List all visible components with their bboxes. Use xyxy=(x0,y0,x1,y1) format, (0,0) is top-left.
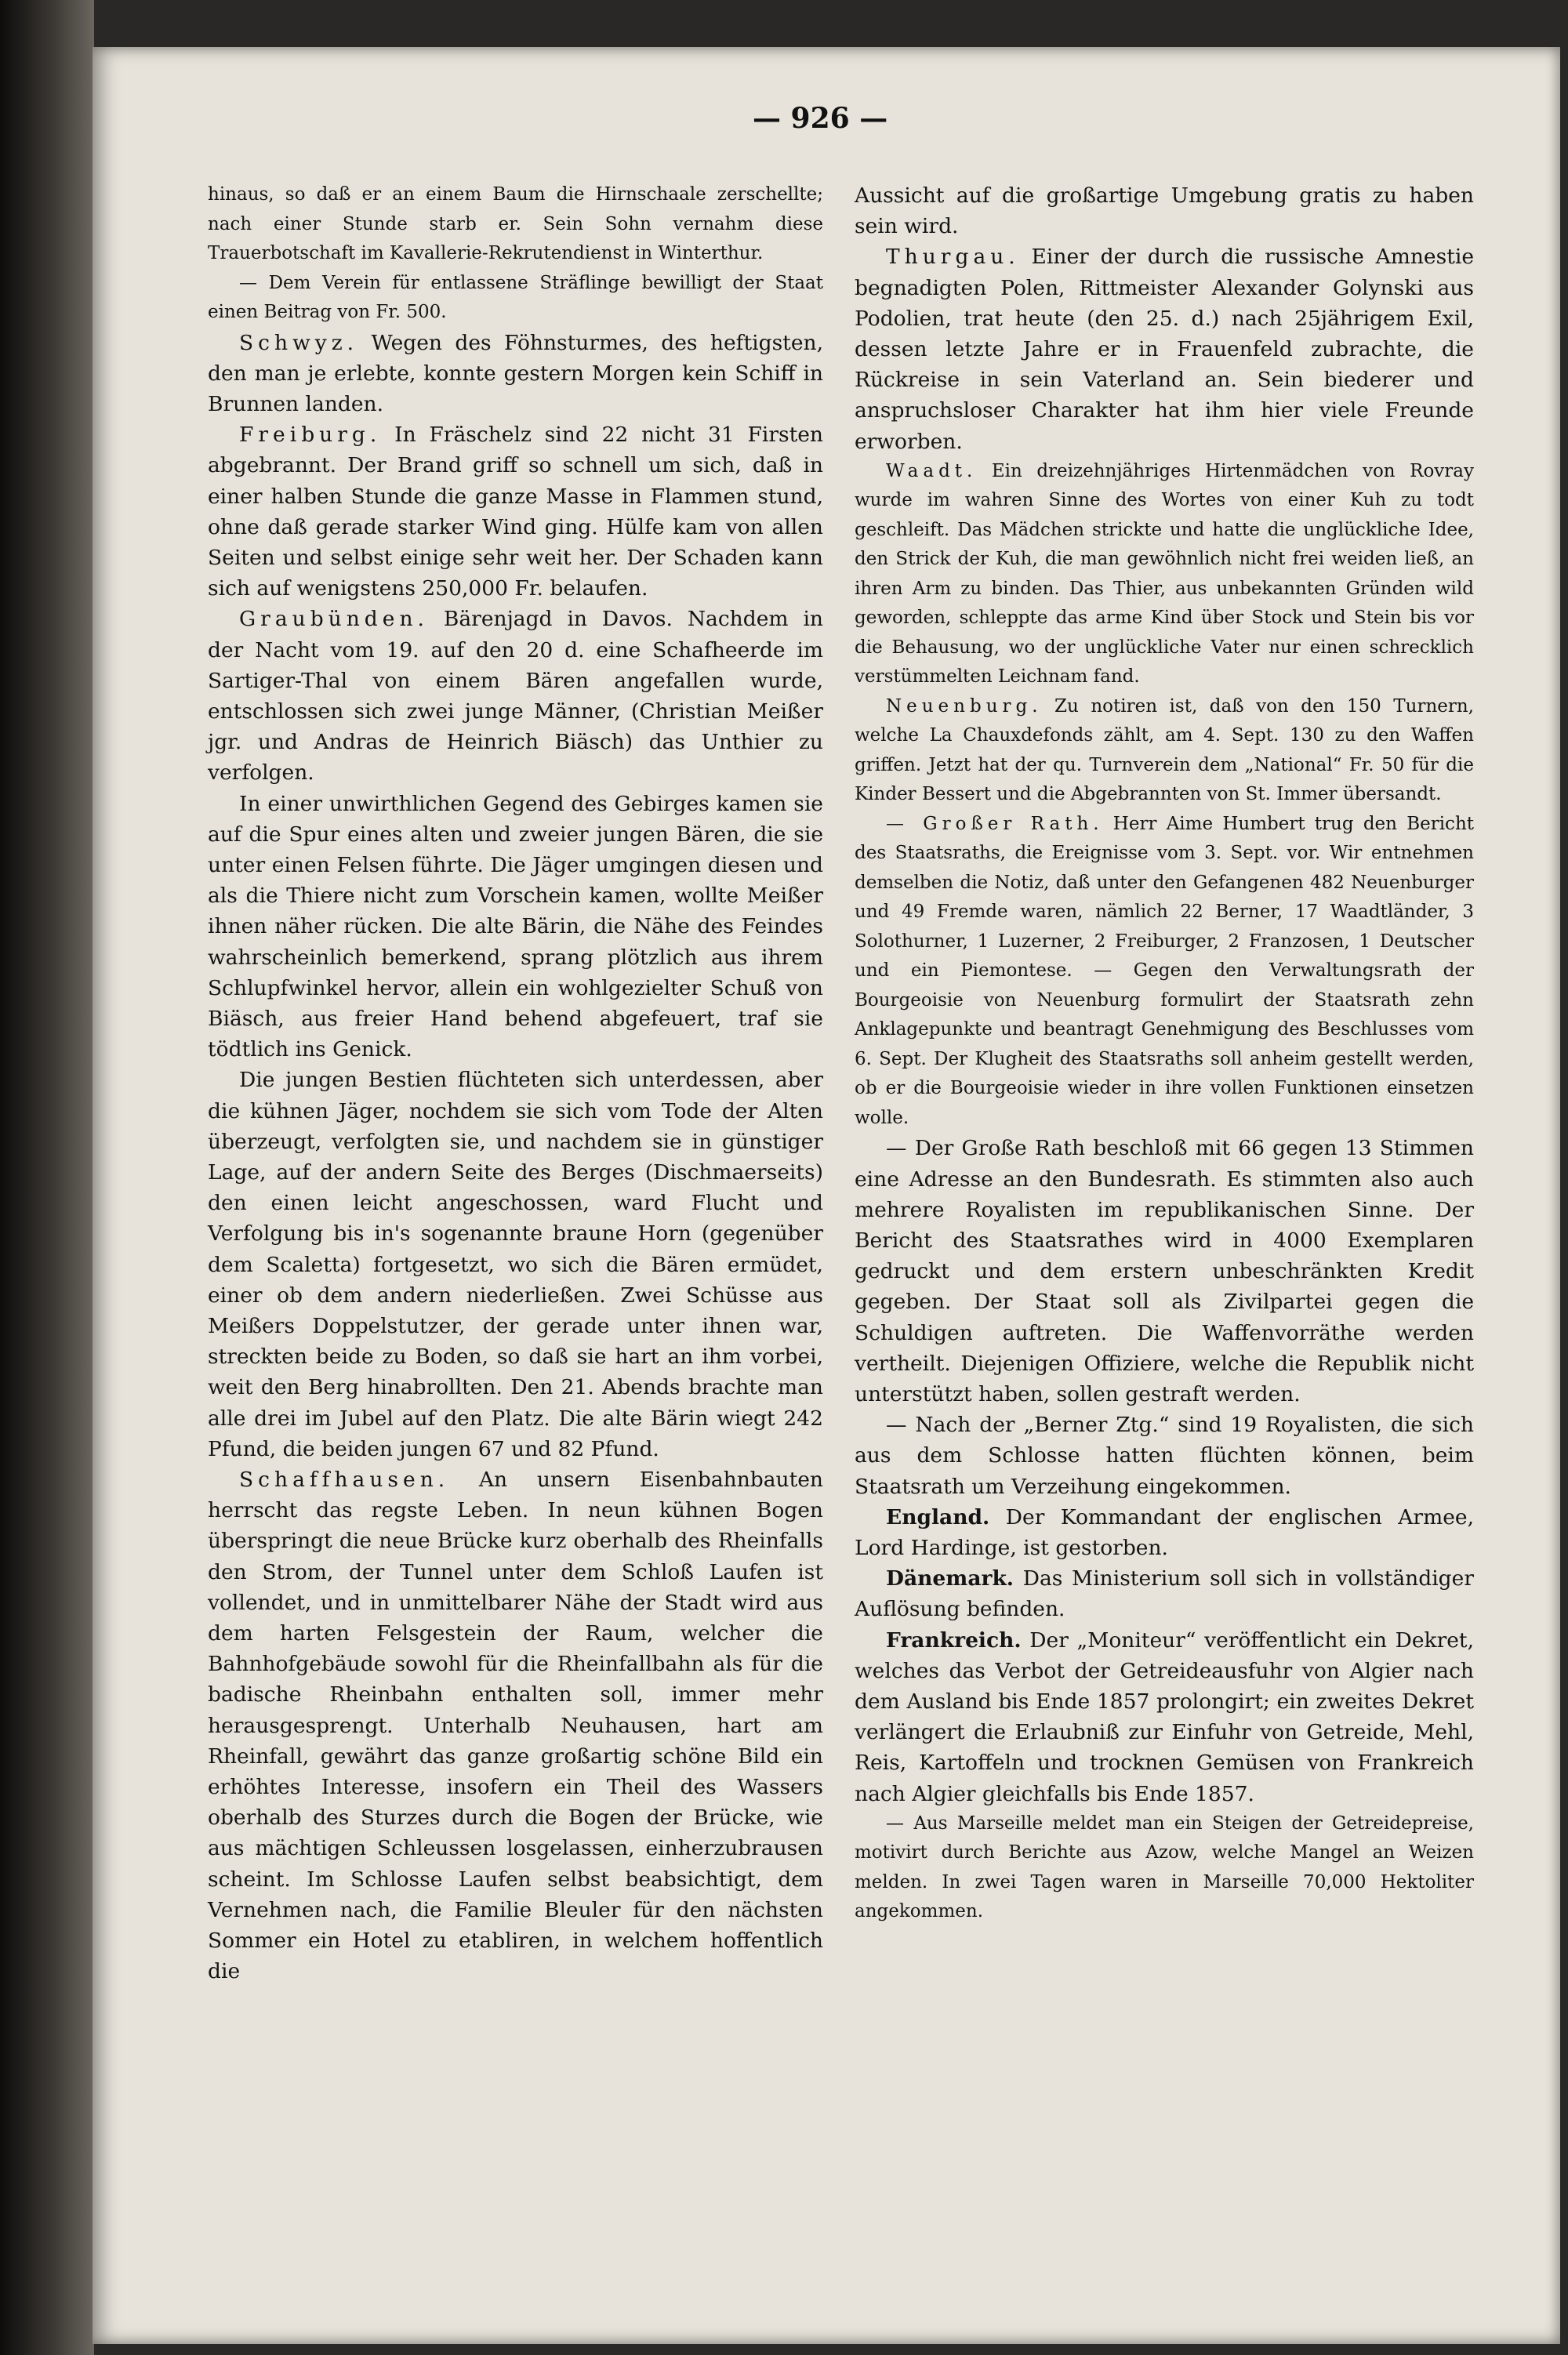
section-lead: Waadt. xyxy=(886,460,978,481)
paragraph: Thurgau. Einer der durch die russische Amnestie begnadigten Polen, Rittmeister Alexander Golynski aus Podolien, trat heute (den 25. d.) nach 25jährigem Exil, dessen letzte Jahre er in Frauenfeld zubrachte, die Rückreise in sein Vaterland an. Sein biederer und anspruchsloser Charakter hat ihm hier viele Freunde erworben. xyxy=(855,245,1474,454)
paragraph: Dänemark. Das Ministerium soll sich in vollständiger Auflösung befinden. xyxy=(855,1566,1474,1622)
paragraph: Freiburg. In Fräschelz sind 22 nicht 31 Firsten abgebrannt. Der Brand griff so schnell um sich, daß in einer halben Stunde die ganze Masse in Flammen stund, ohne daß gerade starker Wind ging. Hülfe kam von allen Seiten und selbst einige sehr weit her. Der Schaden kann sich auf wenigstens 250,000 Fr. belaufen. xyxy=(208,423,823,601)
paragraph: — Nach der „Berner Ztg.“ sind 19 Royalisten, die sich aus dem Schlosse hatten flüchten können, beim Staatsrath um Verzeihung eingekommen. xyxy=(855,1413,1474,1499)
scan-edge xyxy=(0,0,94,2355)
paragraph: Waadt. Ein dreizehnjähriges Hirtenmädchen von Rovray wurde im wahren Sinne des Wortes von einer Kuh zu todt geschleift. Das Mädchen strickte und hatte die unglückliche Idee, den Strick der Kuh, die man gewöhnlich nicht frei weiden ließ, an ihren Arm zu binden. Das Thier, aus unbekannten Gründen wild geworden, schleppte das arme Kind über Stock und Stein bis vor die Behausung, wo der unglückliche Vater nur einen schrecklich verstümmelten Leichnam fand. xyxy=(855,460,1474,688)
country-heading: Frankreich. xyxy=(886,1627,1022,1653)
section-lead: Schaffhausen. xyxy=(239,1468,450,1493)
section-lead: — Großer Rath. xyxy=(886,813,1104,834)
left-column xyxy=(208,180,823,1987)
section-lead: Schwyz. xyxy=(239,330,359,355)
section-lead: Thurgau. xyxy=(886,245,1020,270)
paragraph: Aussicht auf die großartige Umgebung gratis zu haben sein wird. xyxy=(855,183,1474,239)
paragraph: Frankreich. Der „Moniteur“ veröffentlicht ein Dekret, welches das Verbot der Getreideausfuhr von Algier nach dem Ausland bis Ende 1857 prolongirt; ein zweites Dekret verlängert die Erlaubniß zur Einfuhr von Getreide, Mehl, Reis, Kartoffeln und trocknen Gemüsen von Frankreich nach Algier gleichfalls bis Ende 1857. xyxy=(855,1627,1474,1806)
paragraph: England. Der Kommandant der englischen Armee, Lord Hardinge, ist gestorben. xyxy=(855,1504,1474,1560)
paragraph: — Der Große Rath beschloß mit 66 gegen 13 Stimmen eine Adresse an den Bundesrath. Es stimmten also auch mehrere Royalisten im republikanischen Sinne. Der Bericht des Staatsrathes wird in 4000 Exemplaren gedruckt und dem erstern unbeschränkten Kredit gegeben. Der Staat soll als Zivilpartei gegen die Schuldigen auftreten. Die Waffenvorräthe werden vertheilt. Diejenigen Offiziere, welche die Republik nicht unterstützt haben, sollen gestraft werden. xyxy=(855,1136,1474,1406)
paragraph: — Aus Marseille meldet man ein Steigen der Getreidepreise, motivirt durch Berichte aus Azow, welche Mangel an Weizen melden. In zwei Tagen waren in Marseille 70,000 Hektoliter angekommen. xyxy=(855,1813,1474,1922)
paragraph: — Dem Verein für entlassene Sträflinge bewilligt der Staat einen Beitrag von Fr. 500. xyxy=(208,272,823,322)
paragraph: In einer unwirthlichen Gegend des Gebirges kamen sie auf die Spur eines alten und zweier jungen Bären, die sie unter einen Felsen führte. Die Jäger umgingen diesen und als die Thiere nicht zum Vorschein kamen, wollte Meißer ihnen näher rücken. Die alte Bärin, die Nähe des Feindes wahrscheinlich bemerkend, sprang plötzlich aus ihrem Schlupfwinkel hervor, allein ein wohlgezielter Schuß von Biäsch, aus freier Hand behend abgefeuert, traf sie tödtlich ins Genick. xyxy=(208,791,823,1062)
paragraph: Schwyz. Wegen des Föhnsturmes, des heftigsten, den man je erlebte, konnte gestern Morgen kein Schiff in Brunnen landen. xyxy=(208,330,823,416)
paragraph: Neuenburg. Zu notiren ist, daß von den 150 Turnern, welche La Chauxdefonds zählt, am 4. Sept. 130 zu den Waffen griffen. Jetzt hat der qu. Turnverein dem „National“ Fr. 50 für die Kinder Bessert und die Abgebrannten von St. Immer übersandt. xyxy=(855,695,1474,805)
country-heading: Dänemark. xyxy=(886,1566,1014,1591)
section-lead: Neuenburg. xyxy=(886,695,1043,717)
section-lead: Graubünden. xyxy=(239,607,429,632)
paragraph: Schaffhausen. An unsern Eisenbahnbauten herrscht das regste Leben. In neun kühnen Bogen überspringt die neue Brücke kurz oberhalb des Rheinfalls den Strom, der Tunnel unter dem Schloß Laufen ist vollendet, und in unmittelbarer Nähe der Stadt wird aus dem harten Felsgestein der Raum, welcher die Bahnhofgebäude sowohl für die Rheinfallbahn als für die badische Rheinbahn enthalten soll, immer mehr herausgesprengt. Unterhalb Neuhausen, hart am Rheinfall, gewährt das ganze großartig schöne Bild ein erhöhtes Interesse, insofern ein Theil des Wassers oberhalb des Sturzes durch die Bogen der Brücke, wie aus mächtigen Schleussen losgelassen, einherzubrausen scheint. Im Schlosse Laufen selbst beabsichtigt, dem Vernehmen nach, die Familie Bleuler für den nächsten Sommer ein Hotel zu etabliren, in welchem hoffentlich die xyxy=(208,1468,823,1984)
page-number: — 926 — xyxy=(753,102,888,135)
paragraph: Die jungen Bestien flüchteten sich unterdessen, aber die kühnen Jäger, nochdem sie sich vom Tode der Alten überzeugt, verfolgten sie, und nachdem sie in günstiger Lage, auf der andern Seite des Berges (Dischmaerseits) den einen leicht angeschossen, ward Flucht und Verfolgung bis in's sogenannte braune Horn (gegenüber dem Scaletta) fortgesetzt, wo sich die Bären ermüdet, einer ob dem andern niederließen. Zwei Schüsse aus Meißers Doppelstutzer, der gerade unter ihnen war, streckten beide zu Boden, so daß sie hart an ihm vorbei, weit den Berg hinabrollten. Den 21. Abends brachte man alle drei im Jubel auf den Platz. Die alte Bärin wiegt 242 Pfund, die beiden jungen 67 und 82 Pfund. xyxy=(208,1068,823,1461)
paragraph: hinaus, so daß er an einem Baum die Hirnschaale zerschellte; nach einer Stunde starb er. Sein Sohn vernahm diese Trauerbotschaft im Kavallerie-Rekrutendienst in Winterthur. xyxy=(208,184,823,263)
country-heading: England. xyxy=(886,1504,990,1529)
right-column xyxy=(855,180,1474,1927)
paragraph: — Großer Rath. Herr Aime Humbert trug den Bericht des Staatsraths, die Ereignisse vom 3. Sept. vor. Wir entnehmen demselben die Notiz, daß unter den Gefangenen 482 Neuenburger und 49 Fremde waren, nämlich 22 Berner, 17 Waadtländer, 3 Solothurner, 1 Luzerner, 2 Freiburger, 2 Franzosen, 1 Deutscher und ein Piemontese. — Gegen den Verwaltungsrath der Bourgeoisie von Neuenburg formulirt der Staatsrath zehn Anklagepunkte und beantragt Genehmigung des Beschlusses vom 6. Sept. Der Klugheit des Staatsraths soll anheim gestellt werden, ob er die Bourgeoisie wieder in ihre vollen Funktionen einsetzen wolle. xyxy=(855,813,1474,1128)
section-lead: Freiburg. xyxy=(239,423,382,448)
paragraph: Graubünden. Bärenjagd in Davos. Nachdem in der Nacht vom 19. auf den 20 d. eine Schafheerde im Sartiger-Thal von einem Bären angefallen wurde, entschlossen sich zwei junge Männer, (Christian Meißer jgr. und Andras de Heinrich Biäsch) das Unthier zu verfolgen. xyxy=(208,607,823,786)
